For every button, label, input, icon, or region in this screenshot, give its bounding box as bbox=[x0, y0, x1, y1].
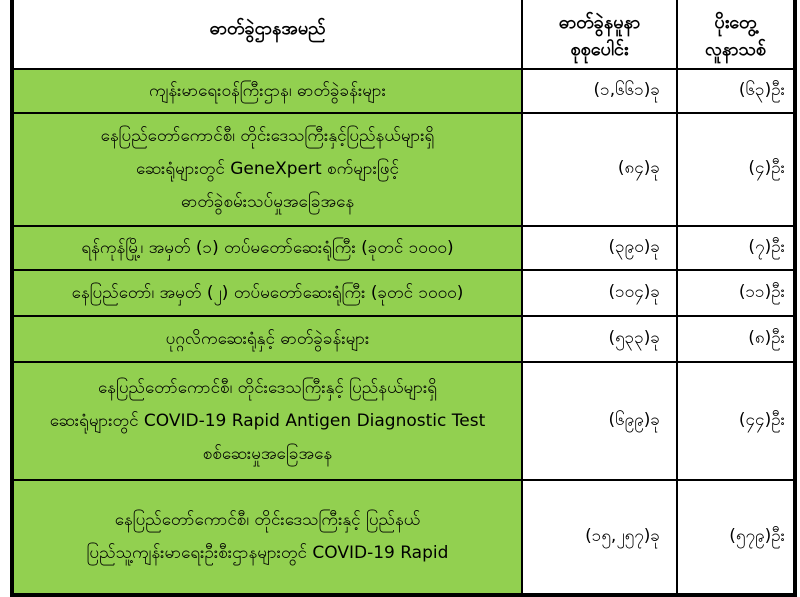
lab-name-cell bbox=[12, 362, 522, 480]
samples-cell: (၆၉၉)ခု bbox=[522, 362, 677, 480]
positives-cell: (၄)ဦး bbox=[677, 113, 795, 226]
samples-cell: (၁၀၄)ခု bbox=[522, 270, 677, 316]
positives-cell: (၇)ဦး bbox=[677, 226, 795, 270]
positives-cell: (၆၃)ဦး bbox=[677, 69, 795, 113]
header-lab-name-label: ဓာတ်ခွဲဌာနအမည် bbox=[209, 17, 326, 39]
lab-name-cell bbox=[12, 69, 522, 113]
lab-name-text: နေပြည်တော်ကောင်စီ၊ တိုင်းဒေသကြီးနှင့် ပြည်နယ် bbox=[114, 510, 421, 530]
samples-cell: (၁,၆၆၁)ခု bbox=[522, 69, 677, 113]
positives-cell: (၄၄)ဦး bbox=[677, 362, 795, 480]
lab-name-text: ဓာတ်ခွဲစမ်းသပ်မှုအခြေအနေ bbox=[180, 192, 355, 212]
lab-name-text: ရန်ကုန်မြို့၊ အမှတ် (၁) တပ်မတော်ဆေးရုံကြီး (ခုတင် ၁၀၀၀) bbox=[81, 237, 454, 258]
header-samples-total bbox=[522, 0, 677, 69]
samples-cell: (၅၃၃)ခု bbox=[522, 316, 677, 362]
samples-cell: (၁၅,၂၅၇)ခု bbox=[522, 480, 677, 595]
table-row bbox=[12, 226, 795, 270]
lab-name-text: ဆေးရုံများတွင် GeneXpert စက်များဖြင့် bbox=[136, 159, 399, 179]
header-samples-line1: ဓာတ်ခွဲနမူနာ bbox=[558, 12, 641, 33]
lab-name-text: နေပြည်တော်ကောင်စီ၊ တိုင်းဒေသကြီးနှင့် ပြည်နယ်များရှိ bbox=[97, 377, 438, 398]
table-header-row bbox=[12, 0, 795, 69]
table-row bbox=[12, 113, 795, 226]
header-positives-line1: ပိုးတွေ့ bbox=[714, 12, 757, 33]
lab-name-cell bbox=[12, 480, 522, 595]
header-positives-line2: လူနာသစ် bbox=[704, 39, 767, 60]
lab-name-cell bbox=[12, 113, 522, 226]
table-row bbox=[12, 316, 795, 362]
table-row bbox=[12, 69, 795, 113]
lab-name-text: ပြည်သူ့ကျန်းမာရေးဦးစီးဌာနများတွင် COVID-19 Rapid bbox=[86, 543, 449, 563]
table-row bbox=[12, 270, 795, 316]
positives-cell: (၈)ဦး bbox=[677, 316, 795, 362]
positives-cell: (၁၁)ဦး bbox=[677, 270, 795, 316]
table-row bbox=[12, 362, 795, 480]
samples-cell: (၃၉၀)ခု bbox=[522, 226, 677, 270]
lab-statistics-table bbox=[10, 0, 797, 597]
lab-name-text: ကျန်းမာရေးဝန်ကြီးဌာန၊ ဓာတ်ခွဲခန်းများ bbox=[149, 80, 386, 101]
lab-name-text: စစ်ဆေးမှုအခြေအနေ bbox=[202, 443, 333, 464]
header-lab-name bbox=[12, 0, 522, 69]
lab-name-text: နေပြည်တော်ကောင်စီ၊ တိုင်းဒေသကြီးနှင့်ပြည်နယ်များရှိ bbox=[100, 126, 435, 146]
lab-name-text: ပုဂ္ဂလိကဆေးရုံနှင့် ဓာတ်ခွဲခန်းများ bbox=[165, 328, 370, 349]
lab-name-text: နေပြည်တော်၊ အမှတ် (၂) တပ်မတော်ဆေးရုံကြီး (ခုတင် ၁၀၀၀) bbox=[71, 282, 464, 303]
table-row bbox=[12, 480, 795, 595]
positives-cell: (၅၇၉)ဦး bbox=[677, 480, 795, 595]
lab-name-cell bbox=[12, 226, 522, 270]
lab-name-text: ဆေးရုံများတွင် COVID-19 Rapid Antigen Diagnostic Test bbox=[49, 410, 486, 431]
lab-name-cell bbox=[12, 270, 522, 316]
samples-cell: (၈၄)ခု bbox=[522, 113, 677, 226]
header-new-positives bbox=[677, 0, 795, 69]
header-samples-line2: စုစုပေါင်း bbox=[570, 39, 629, 60]
lab-name-cell bbox=[12, 316, 522, 362]
